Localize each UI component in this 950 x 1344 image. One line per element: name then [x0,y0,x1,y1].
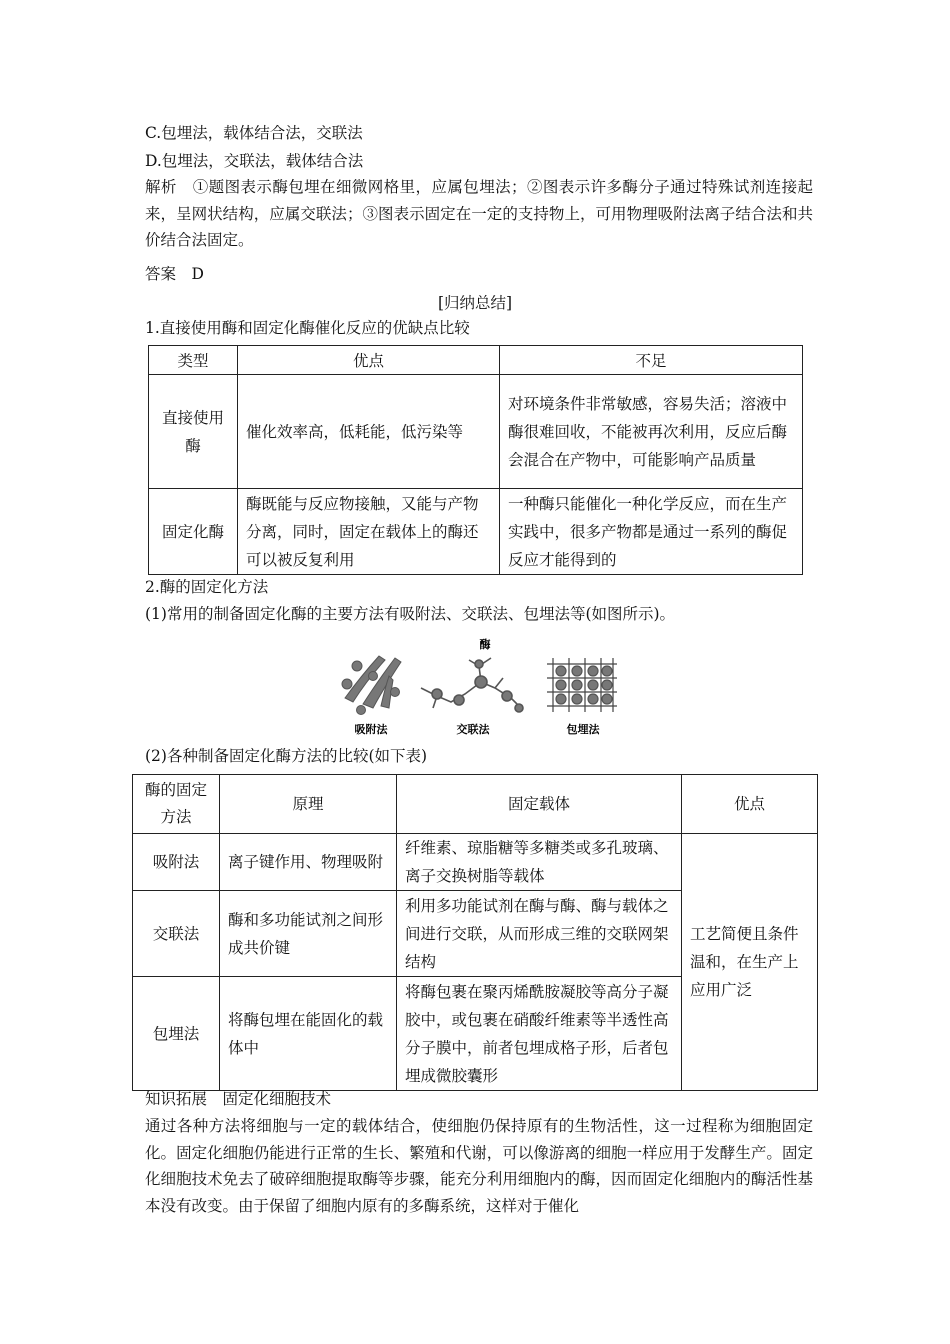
crosslink-diagram [421,658,523,712]
row-con: 一种酶只能催化一种化学反应，而在生产实践中，很多产物都是通过一系列的酶促反应才能得到的 [500,489,803,575]
sub-1-text: (1)常用的制备固定化酶的主要方法有吸附法、交联法、包埋法等(如图所示)。 [145,605,676,623]
option-c: C.包埋法，载体结合法，交联法 [145,124,363,142]
immobilization-methods-figure [333,636,623,740]
row-principle: 离子键作用、物理吸附 [220,834,397,891]
row-type: 固定化酶 [149,489,238,575]
answer-text: 答案 D [145,265,204,283]
point-2-heading: 2.酶的固定化方法 [145,578,269,596]
row-method: 吸附法 [133,834,220,891]
enzyme-label: 酶 [479,638,491,651]
analysis-text: 解析 ①题图表示酶包埋在细微网格里，应属包埋法；②图表示许多酶分子通过特殊试剂连接起来，呈网状结构，应属交联法；③图表示固定在一定的支持物上，可用物理吸附法离子结合法和共价结合法固定。 [145,178,813,249]
adsorption-label: 吸附法 [354,723,388,736]
table-row [149,375,803,489]
summary-title: [归纳总结] [437,294,513,312]
point-1-heading: 1.直接使用酶和固定化酶催化反应的优缺点比较 [145,319,470,337]
row-type: 直接使用酶 [149,375,238,489]
shared-advantage: 工艺简便且条件温和，在生产上应用广泛 [682,834,818,1091]
row-method: 包埋法 [133,977,220,1091]
header-carrier: 固定载体 [397,775,682,834]
option-d: D.包埋法，交联法，载体结合法 [145,152,364,170]
header-method: 酶的固定方法 [133,775,220,834]
extension-title: 知识拓展 固定化细胞技术 [145,1090,332,1108]
row-carrier: 纤维素、琼脂糖等多糖类或多孔玻璃、离子交换树脂等载体 [397,834,682,891]
table-row [133,834,818,891]
row-carrier: 将酶包裹在聚丙烯酰胺凝胶等高分子凝胶中，或包裹在硝酸纤维素等半透性高分子膜中，前者包埋成格子形，后者包埋成微胶囊形 [397,977,682,1091]
table-row [149,489,803,575]
table-header-row [133,775,818,834]
entrapment-diagram [547,658,617,712]
adsorption-diagram [342,656,401,715]
row-principle: 酶和多功能试剂之间形成共价键 [220,891,397,977]
header-principle: 原理 [220,775,397,834]
header-type: 类型 [149,346,238,375]
header-pros: 优点 [238,346,500,375]
row-con: 对环境条件非常敏感，容易失活；溶液中酶很难回收，不能被再次利用，反应后酶会混合在产物中，可能影响产品质量 [500,375,803,489]
methods-illustration [333,636,623,740]
row-method: 交联法 [133,891,220,977]
header-cons: 不足 [500,346,803,375]
header-advantage: 优点 [682,775,818,834]
methods-table [132,774,818,1091]
row-principle: 将酶包埋在能固化的载体中 [220,977,397,1091]
row-carrier: 利用多功能试剂在酶与酶、酶与载体之间进行交联，从而形成三维的交联网架结构 [397,891,682,977]
entrapment-label: 包埋法 [566,723,600,736]
extension-body: 通过各种方法将细胞与一定的载体结合，使细胞仍保持原有的生物活性，这一过程称为细胞固定化。固定化细胞仍能进行正常的生长、繁殖和代谢，可以像游离的细胞一样应用于发酵生产。固定化细胞技术免去了破碎细胞提取酶等步骤，能充分利用细胞内的酶，因而固定化细胞内的酶活性基本没有改变。由于保留了细胞内原有的多酶系统，这样对于催化 [145,1117,813,1215]
sub-2-text: (2)各种制备固定化酶方法的比较(如下表) [145,747,428,765]
comparison-table [148,345,803,575]
row-pro: 酶既能与反应物接触，又能与产物分离，同时，固定在载体上的酶还可以被反复利用 [238,489,500,575]
crosslink-label: 交联法 [456,723,490,736]
row-pro: 催化效率高，低耗能，低污染等 [238,375,500,489]
table-header-row [149,346,803,375]
